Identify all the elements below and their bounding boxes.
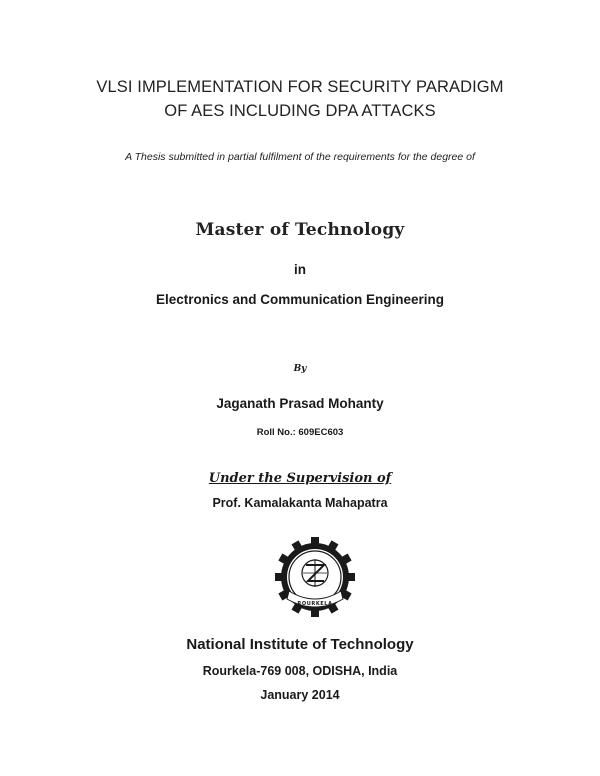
supervisor-name: Prof. Kamalakanta Mahapatra [212,496,388,510]
institute-name: National Institute of Technology [186,636,414,653]
svg-text:ROURKELA: ROURKELA [297,601,333,607]
in-word: in [294,262,306,277]
by-word: By [293,364,307,374]
thesis-subtitle: A Thesis submitted in partial fulfilment of the requirements for the degree of [125,151,475,163]
roll-number: Roll No.: 609EC603 [256,427,344,438]
author-name: Jaganath Prasad Mohanty [216,396,384,411]
thesis-title-line-2: OF AES INCLUDING DPA ATTACKS [164,102,436,120]
institute-seal-icon [273,535,357,619]
institute-address: Rourkela-769 008, ODISHA, India [202,664,398,678]
discipline: Electronics and Communication Engineering [155,292,445,307]
thesis-title-line-1: VLSI IMPLEMENTATION FOR SECURITY PARADIGM [96,78,504,96]
submission-date: January 2014 [260,688,340,702]
supervision-heading: Under the Supervision of [208,471,392,486]
degree-name: Master of Technology [195,220,405,240]
